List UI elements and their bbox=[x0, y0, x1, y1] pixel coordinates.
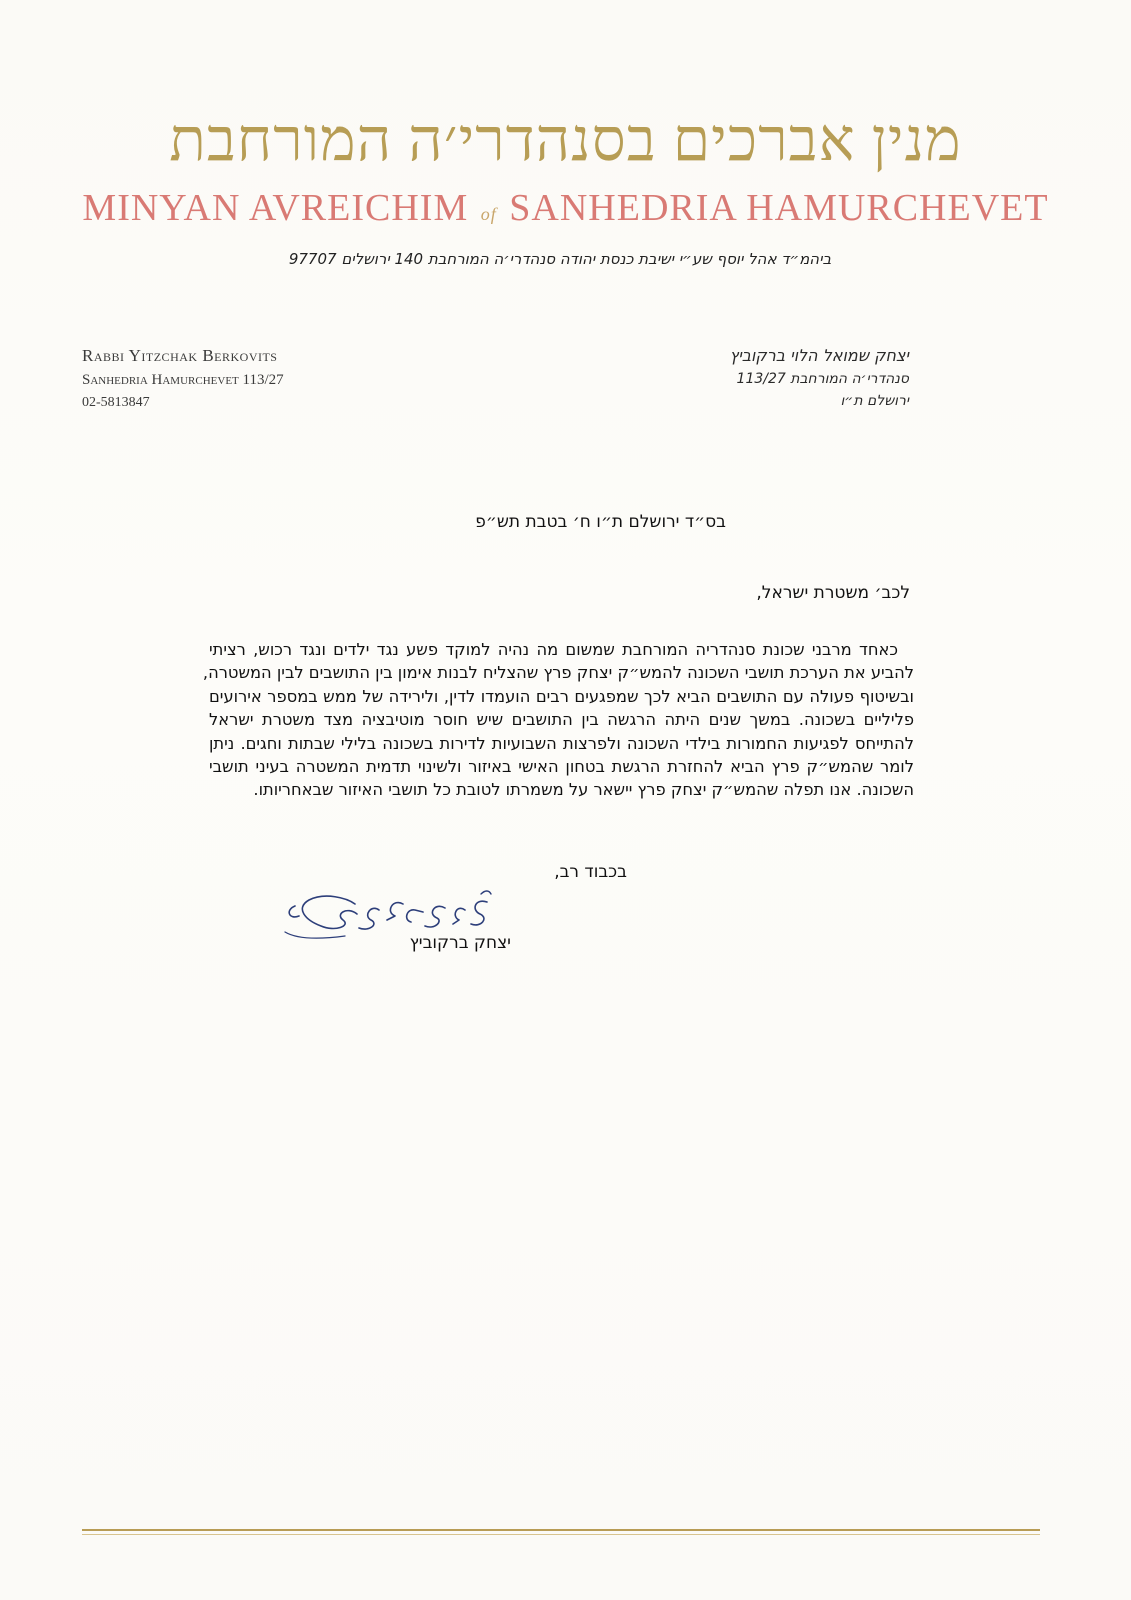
paragraph-line: להתייחס לפגיעות החמורות בילדי השכונה ולפרצות השבועיות לדירות בשכונה בלילי שבתות וחגים. ניתן bbox=[209, 733, 914, 753]
footer-divider-thin bbox=[82, 1534, 1040, 1535]
paragraph-line: השכונה. אנו תפלה שהמש״ק יצחק פרץ יישאר על משמרתו לטובת כל תושבי האיזור שבאחריותו. bbox=[253, 780, 914, 800]
english-letterhead-title bbox=[0, 186, 1131, 230]
hebrew-contact-block bbox=[730, 346, 909, 409]
english-contact-block bbox=[82, 346, 284, 411]
english-title-part1: MINYAN AVREICHIM bbox=[82, 187, 469, 229]
english-title-of: of bbox=[480, 204, 497, 224]
paragraph-line: ובשיטוף פעולה עם התושבים הביא לכך שמפגעים רבים הועמדו לדין, ולירידה של ממש במספר אירועים bbox=[209, 686, 914, 706]
letter-body-paragraph bbox=[202, 638, 914, 802]
hebrew-contact-address: סנהדרי׳ה המורחבת 113/27 bbox=[736, 371, 909, 387]
english-title-part2: SANHEDRIA HAMURCHEVET bbox=[509, 187, 1049, 229]
english-contact-address: Sanhedria Hamurchevet 113/27 bbox=[82, 372, 284, 388]
paragraph-line: לומר שהמש״ק פרץ הביא להחזרת הרגשת בטחון האישי באיזור ולשינוי תדמית המשטרה בעיני תושבי bbox=[209, 756, 914, 776]
hebrew-letterhead-title: מנין אברכים בסנהדרי׳ה המורחבת bbox=[169, 107, 962, 173]
paragraph-line: פליליים בשכונה. במשך שנים היתה הרגשה בין התושבים שיש חוסר מוטיבציה מצד משטרת ישראל bbox=[209, 710, 914, 730]
footer-divider bbox=[82, 1529, 1040, 1531]
hebrew-contact-name: יצחק שמואל הלוי ברקוביץ bbox=[729, 346, 909, 365]
signer-name: יצחק ברקוביץ bbox=[409, 933, 511, 953]
paragraph-line: כאחד מרבני שכונת סנהדריה המורחבת שמשום מה נהיה למוקד פשע נגד ילדים ונגד רכוש, רציתי bbox=[209, 640, 898, 659]
letter-closing: בכבוד רב, bbox=[554, 862, 627, 882]
letter-salutation: לכב׳ משטרת ישראל, bbox=[756, 583, 910, 603]
english-contact-name: Rabbi Yitzchak Berkovits bbox=[82, 346, 278, 365]
hebrew-contact-city: ירושלם ת״ו bbox=[840, 393, 909, 409]
paragraph-line: להביע את הערכת תושבי השכונה להמש״ק יצחק פרץ שהצליח לבנות אימון בין התושבים לבין המשטרה, bbox=[202, 663, 914, 683]
letter-date: בס״ד ירושלם ת״ו ח׳ בטבת תש״פ bbox=[475, 512, 726, 532]
letterhead-address: ביהמ״ד אהל יוסף שע״י ישיבת כנסת יהודה סנהדרי׳ה המורחבת 140 ירושלים 97707 bbox=[288, 250, 832, 268]
english-contact-phone: 02-5813847 bbox=[82, 395, 150, 410]
